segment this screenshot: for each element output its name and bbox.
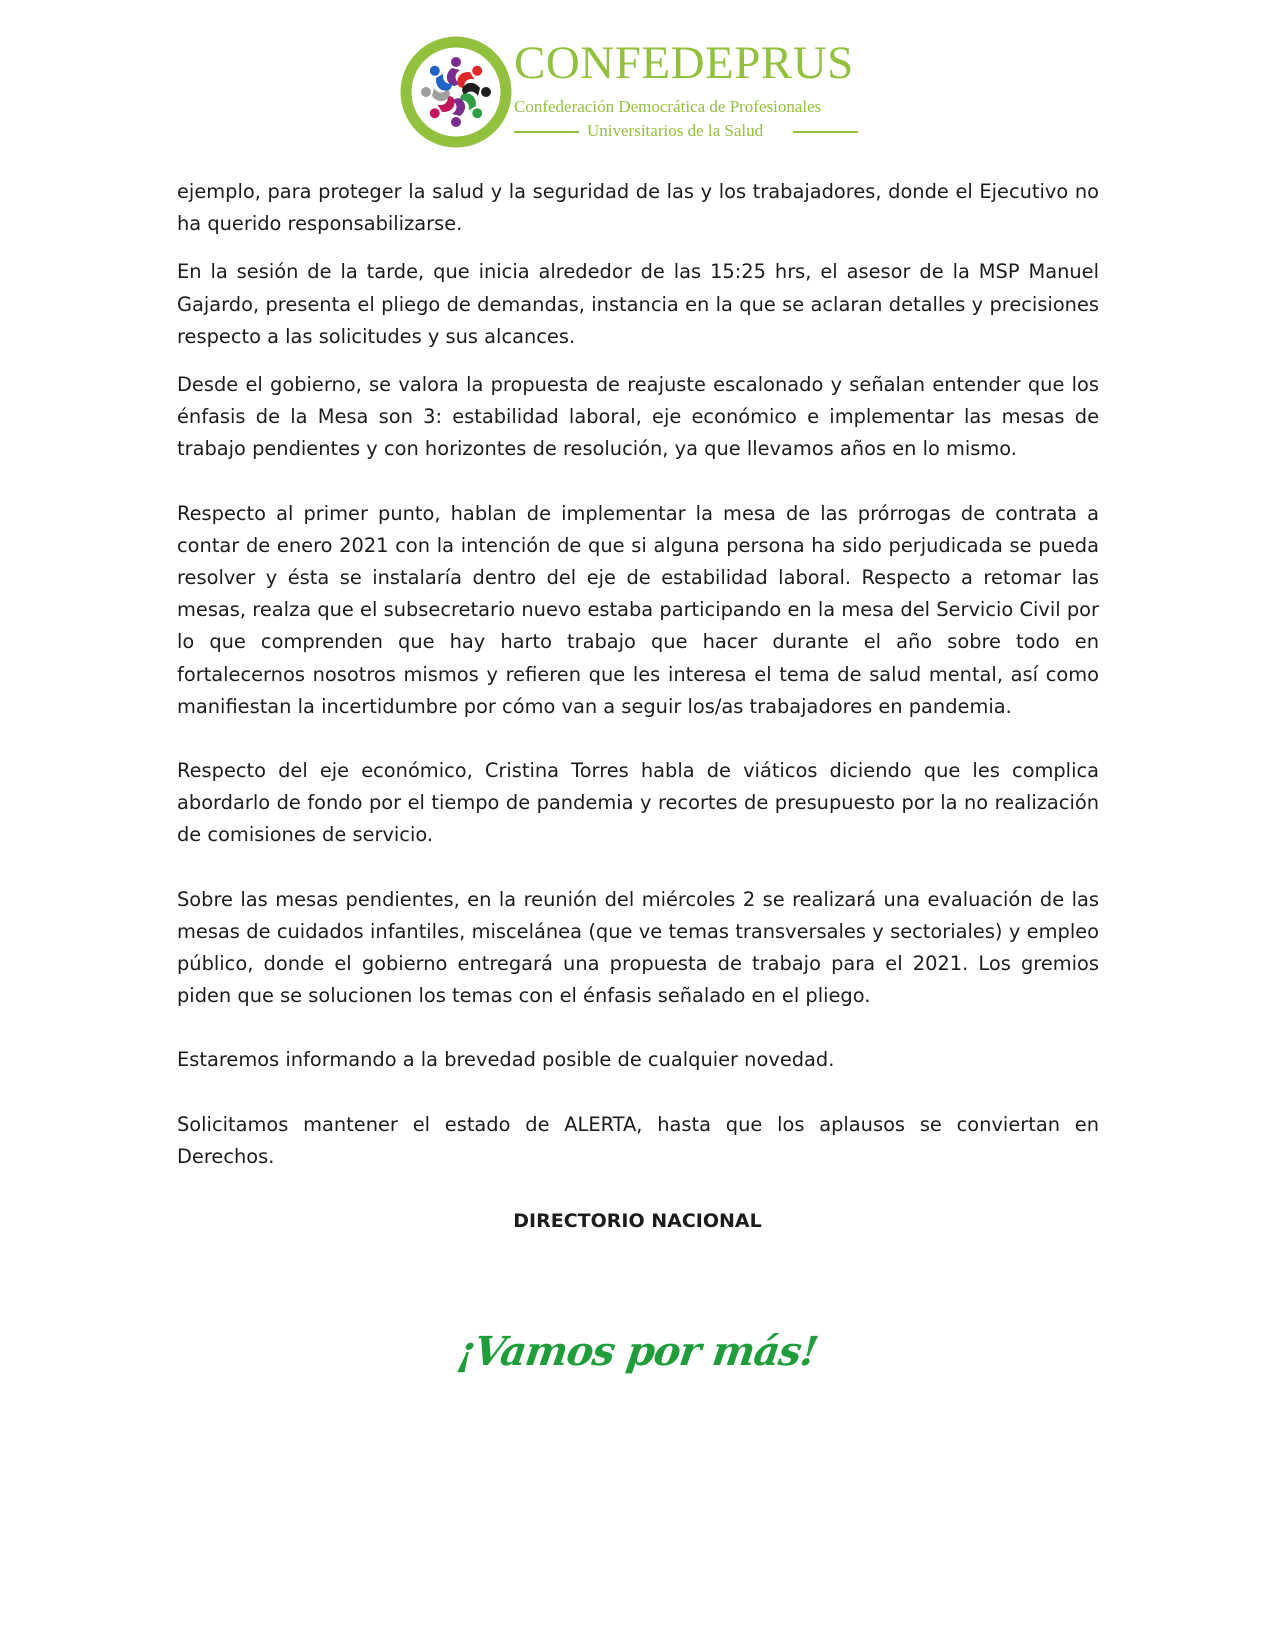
brand-rule-right [793, 131, 858, 133]
paragraph-1: ejemplo, para proteger la salud y la seguridad de las y los trabajadores, donde el Ejecutivo no ha querido responsabilizarse. [177, 180, 1099, 236]
brand-subtitle-line2: Universitarios de la Salud [587, 121, 764, 140]
paragraph-4: Respecto al primer punto, hablan de implementar la mesa de las prórrogas de contrata a contar de enero 2021 con la intención de que si alguna persona ha sido perjudicada se pueda resolver y ésta se instalaría dentro del eje de estabilidad laboral. Respecto a retomar las mesas, realza que el subsecretario nuevo estaba participando en la mesa del Servicio Civil por lo que comprenden que hay harto trabajo que hacer durante el año sobre todo en fortalecernos nosotros mismos y refieren que les interesa el tema de salud mental, así como manifiestan la incertidumbre por cómo van a seguir los/as trabajadores en pandemia. [177, 501, 1099, 718]
brand-subtitle-line1: Confederación Democrática de Profesionales [514, 97, 822, 116]
letter-body [177, 176, 1099, 1173]
letterhead [0, 36, 1275, 151]
brand-block [514, 36, 874, 151]
signature: DIRECTORIO NACIONAL [513, 1210, 762, 1232]
paragraph-5: Respecto del eje económico, Cristina Torres habla de viáticos diciendo que les complica abordarlo de fondo por el tiempo de pandemia y recortes de presupuesto por la no realización de comisiones de servicio. [177, 759, 1099, 847]
paragraph-8: Solicitamos mantener el estado de ALERTA, hasta que los aplausos se conviertan en Derechos. [177, 1112, 1099, 1168]
brand-subtitle-row [514, 122, 860, 142]
paragraph-3: Desde el gobierno, se valora la propuesta de reajuste escalonado y señalan entender que los énfasis de la Mesa son 3: estabilidad laboral, eje económico e implementar las mesas de trabajo pendientes y con horizontes de resolución, ya que llevamos años en lo mismo. [177, 373, 1099, 461]
brand-rule-left [514, 131, 579, 133]
paragraph-2: En la sesión de la tarde, que inicia alrededor de las 15:25 hrs, el asesor de la MSP Manuel Gajardo, presenta el pliego de demandas, instancia en la que se aclaran detalles y precisiones respecto a las solicitudes y sus alcances. [177, 260, 1099, 348]
paragraph-7: Estaremos informando a la brevedad posible de cualquier novedad. [177, 1048, 835, 1072]
slogan: ¡Vamos por más! [454, 1328, 821, 1375]
people-circle-emblem-icon [400, 36, 512, 148]
paragraph-6: Sobre las mesas pendientes, en la reunión del miércoles 2 se realizará una evaluación de las mesas de cuidados infantiles, miscelánea (que ve temas transversales y sectoriales) y empleo público, donde el gobierno entregará una propuesta de trabajo para el 2021. Los gremios piden que se solucionen los temas con el énfasis señalado en el pliego. [177, 887, 1099, 1008]
brand-name: CONFEDEPRUS [514, 37, 854, 89]
